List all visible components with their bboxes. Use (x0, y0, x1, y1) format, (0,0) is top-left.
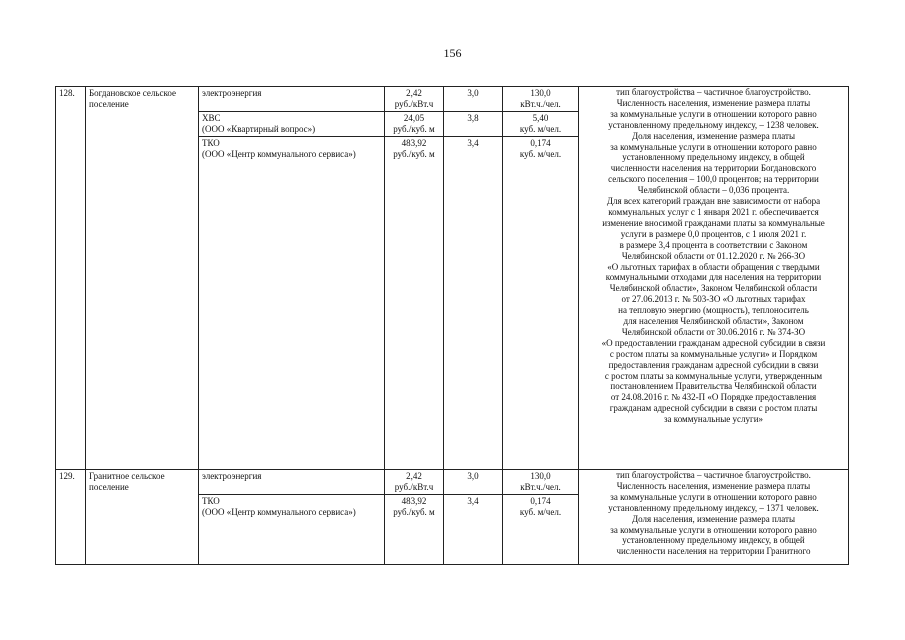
norm-value: 5,40 куб. м/чел. (503, 112, 579, 137)
row-number: 128. (56, 87, 86, 470)
service-name: ХВС (ООО «Квартирный вопрос») (199, 112, 385, 137)
row-number: 129. (56, 470, 86, 565)
tariff-value: 483,92 руб./куб. м (385, 137, 444, 470)
settlement-name: Гранитное сельское поселение (86, 470, 199, 565)
index-value: 3,4 (444, 495, 503, 565)
index-value: 3,0 (444, 87, 503, 112)
page-number: 156 (443, 46, 462, 60)
index-value: 3,0 (444, 470, 503, 495)
tariff-value: 483,92 руб./куб. м (385, 495, 444, 565)
norm-value: 0,174 куб. м/чел. (503, 137, 579, 470)
service-name: ТКО (ООО «Центр коммунального сервиса») (199, 495, 385, 565)
table-row-129 (56, 470, 849, 495)
tariff-value: 2,42 руб./кВт.ч (385, 470, 444, 495)
service-name: электроэнергия (199, 87, 385, 112)
row-description: тип благоустройства – частичное благоустройство. Численность населения, изменение размера платы за коммунальные услуги в отношении которого равно установленному предельному индексу, – 1371 человек. Доля населения, изменение размера платы за коммунальные услуги в отношении которого равно установленному предельному индексу, в общей численности населения на территории Гранитного (579, 470, 849, 565)
norm-value: 0,174 куб. м/чел. (503, 495, 579, 565)
norm-value: 130,0 кВт.ч./чел. (503, 470, 579, 495)
settlement-name: Богдановское сельское поселение (86, 87, 199, 470)
norm-value: 130,0 кВт.ч./чел. (503, 87, 579, 112)
service-name: электроэнергия (199, 470, 385, 495)
utility-tariff-table (55, 86, 849, 565)
table-row-128 (56, 87, 849, 112)
index-value: 3,4 (444, 137, 503, 470)
tariff-value: 2,42 руб./кВт.ч (385, 87, 444, 112)
tariff-value: 24,05 руб./куб. м (385, 112, 444, 137)
service-name: ТКО (ООО «Центр коммунального сервиса») (199, 137, 385, 470)
index-value: 3,8 (444, 112, 503, 137)
row-description: тип благоустройства – частичное благоустройство. Численность населения, изменение размера платы за коммунальные услуги в отношении которого равно установленному предельному индексу, – 1238 человек. Доля населения, изменение размера платы за коммунальные услуги в отношении которого равно установленному предельному индексу, в общей численности населения на территории Богдановского сельского поселения – 100,0 процентов; на территории Челябинской области – 0,036 процента. Для всех категорий граждан вне зависимости от набора коммунальных услуг с 1 января 2021 г. обеспечивается изменение вносимой гражданами платы за коммунальные услуги в размере 0,0 процентов, с 1 июля 2021 г. в размере 3,4 процента в соответствии с Законом Челябинской области от 01.12.2020 г. № 266-ЗО «О льготных тарифах в области обращения с твердыми коммунальными отходами для населения на территории Челябинской области», Законом Челябинской области от 27.06.2013 г. № 503-ЗО «О льготных тарифах на тепловую энергию (мощность), теплоноситель для населения Челябинской области», Законом Челябинской области от 30.06.2016 г. № 374-ЗО «О предоставлении гражданам адресной субсидии в связи с ростом платы за коммунальные услуги» и Порядком предоставления гражданам адресной субсидии в связи с ростом платы за коммунальные услуги, утвержденным постановлением Правительства Челябинской области от 24.08.2016 г. № 432-П «О Порядке предоставления гражданам адресной субсидии в связи с ростом платы за коммунальные услуги» (579, 87, 849, 470)
